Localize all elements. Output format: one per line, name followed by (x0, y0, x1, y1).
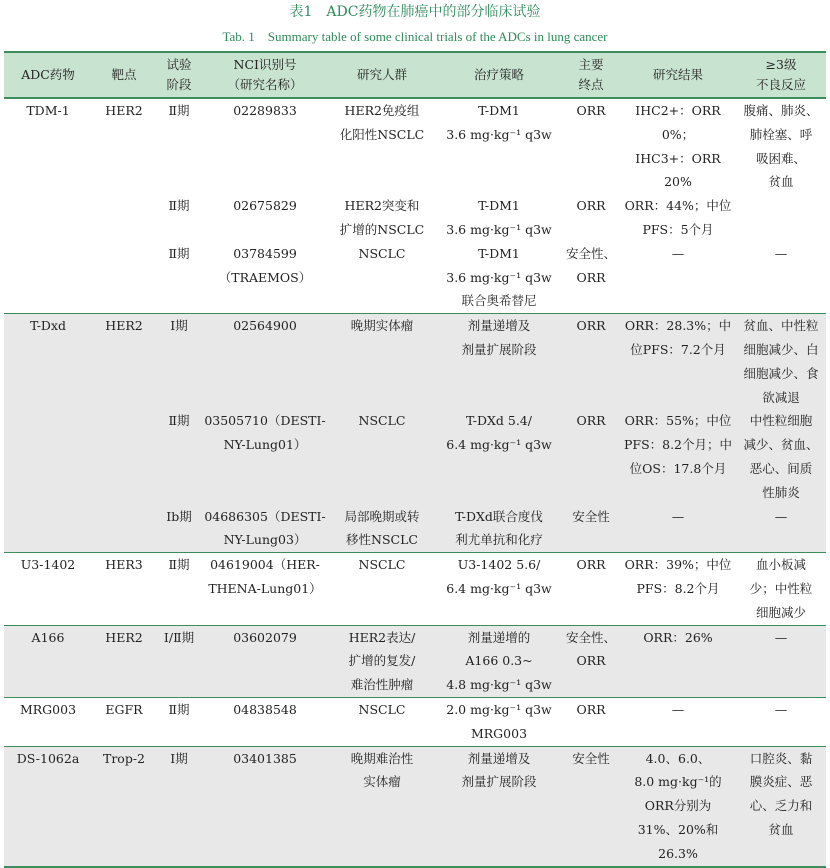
cell-target: Trop-2 (92, 746, 156, 866)
cell-nci-id: 03602079 (202, 625, 328, 697)
cell-strategy: 剂量递增及 剂量扩展阶段 (436, 746, 562, 866)
cell-endpoint: 安全性 (562, 505, 620, 553)
cell-drug: T-Dxd (4, 314, 92, 553)
table-caption-zh: 表1 ADC药物在肺癌中的部分临床试验 (289, 4, 541, 20)
cell-adverse: — (736, 242, 826, 314)
cell-endpoint: ORR (562, 194, 620, 242)
cell-nci-id: 03505710（DESTI- NY-Lung01） (202, 409, 328, 504)
cell-nci-id: 04838548 (202, 697, 328, 746)
header-nci-id: NCI识别号 （研究名称） (202, 52, 328, 98)
cell-population: NSCLC (328, 697, 436, 746)
cell-nci-id: 02675829 (202, 194, 328, 242)
cell-phase: Ⅱ期 (156, 697, 202, 746)
cell-phase: Ⅱ期 (156, 409, 202, 504)
cell-strategy: 剂量递增的 A166 0.3~ 4.8 mg·kg⁻¹ q3w (436, 625, 562, 697)
cell-adverse: 贫血、中性粒 细胞减少、白 细胞减少、食 欲减退 (736, 314, 826, 410)
table-row (4, 625, 826, 697)
cell-strategy: 2.0 mg·kg⁻¹ q3w MRG003 (436, 697, 562, 746)
table-row (4, 746, 826, 866)
cell-population: NSCLC (328, 242, 436, 314)
cell-phase: Ⅱ期 (156, 194, 202, 242)
cell-nci-id: 02564900 (202, 314, 328, 410)
table-caption-en: Tab. 1 Summary table of some clinical trials of the ADCs in lung cancer (222, 29, 608, 44)
cell-adverse: — (736, 505, 826, 553)
cell-phase: Ib期 (156, 505, 202, 553)
cell-result: — (620, 242, 736, 314)
cell-endpoint: ORR (562, 409, 620, 504)
cell-adverse: 口腔炎、黏 膜炎症、恶 心、乏力和 贫血 (736, 746, 826, 866)
header-drug: ADC药物 (4, 52, 92, 98)
cell-drug: DS-1062a (4, 746, 92, 866)
cell-strategy: 剂量递增及 剂量扩展阶段 (436, 314, 562, 410)
cell-adverse: — (736, 625, 826, 697)
cell-result: ORR：28.3%；中 位PFS：7.2个月 (620, 314, 736, 410)
table-row (4, 553, 826, 625)
header-strategy: 治疗策略 (436, 52, 562, 98)
cell-adverse: 血小板减 少；中性粒 细胞减少 (736, 553, 826, 625)
cell-endpoint: 安全性、 ORR (562, 625, 620, 697)
cell-endpoint: ORR (562, 314, 620, 410)
cell-population: NSCLC (328, 553, 436, 625)
cell-population: 局部晚期或转 移性NSCLC (328, 505, 436, 553)
cell-phase: Ⅱ期 (156, 242, 202, 314)
cell-population: 晚期实体瘤 (328, 314, 436, 410)
header-phase: 试验 阶段 (156, 52, 202, 98)
cell-result: ORR：39%；中位 PFS：8.2个月 (620, 553, 736, 625)
cell-strategy: T-DM1 3.6 mg·kg⁻¹ q3w (436, 98, 562, 194)
cell-endpoint: 安全性 (562, 746, 620, 866)
cell-nci-id: 04619004（HER- THENA-Lung01） (202, 553, 328, 625)
cell-population: HER2突变和 扩增的NSCLC (328, 194, 436, 242)
table-row (4, 98, 826, 194)
cell-nci-id: 02289833 (202, 98, 328, 194)
header-adverse: ≥3级 不良反应 (736, 52, 826, 98)
cell-adverse: — (736, 697, 826, 746)
cell-endpoint: 安全性、 ORR (562, 242, 620, 314)
cell-phase: Ⅰ/Ⅱ期 (156, 625, 202, 697)
header-result: 研究结果 (620, 52, 736, 98)
table-row (4, 314, 826, 410)
cell-result: IHC2+：ORR 0%； IHC3+：ORR 20% (620, 98, 736, 194)
cell-phase: Ⅱ期 (156, 553, 202, 625)
clinical-trials-table (4, 51, 826, 868)
header-endpoint: 主要 终点 (562, 52, 620, 98)
cell-population: HER2表达/ 扩增的复发/ 难治性肿瘤 (328, 625, 436, 697)
cell-result: ORR：26% (620, 625, 736, 697)
cell-drug: U3-1402 (4, 553, 92, 625)
cell-endpoint: ORR (562, 98, 620, 194)
cell-drug: A166 (4, 625, 92, 697)
table-row (4, 697, 826, 746)
cell-strategy: T-DXd 5.4/ 6.4 mg·kg⁻¹ q3w (436, 409, 562, 504)
cell-nci-id: 03784599 （TRAEMOS） (202, 242, 328, 314)
cell-phase: Ⅰ期 (156, 746, 202, 866)
cell-strategy: T-DXd联合度伐 利尤单抗和化疗 (436, 505, 562, 553)
cell-result: — (620, 697, 736, 746)
cell-strategy: U3-1402 5.6/ 6.4 mg·kg⁻¹ q3w (436, 553, 562, 625)
cell-target: HER2 (92, 314, 156, 553)
cell-population: NSCLC (328, 409, 436, 504)
cell-target: HER3 (92, 553, 156, 625)
cell-strategy: T-DM1 3.6 mg·kg⁻¹ q3w 联合奥希替尼 (436, 242, 562, 314)
cell-target: EGFR (92, 697, 156, 746)
cell-result: ORR：55%；中位 PFS：8.2个月；中 位OS：17.8个月 (620, 409, 736, 504)
cell-strategy: T-DM1 3.6 mg·kg⁻¹ q3w (436, 194, 562, 242)
cell-target: HER2 (92, 98, 156, 314)
cell-result: 4.0、6.0、 8.0 mg·kg⁻¹的 ORR分别为 31%、20%和 26.3% (620, 746, 736, 866)
cell-population: HER2免疫组 化阳性NSCLC (328, 98, 436, 194)
cell-adverse: 中性粒细胞 减少、贫血、 恶心、间质 性肺炎 (736, 409, 826, 504)
cell-target: HER2 (92, 625, 156, 697)
header-target: 靶点 (92, 52, 156, 98)
cell-endpoint: ORR (562, 697, 620, 746)
cell-drug: MRG003 (4, 697, 92, 746)
cell-nci-id: 04686305（DESTI- NY-Lung03） (202, 505, 328, 553)
cell-nci-id: 03401385 (202, 746, 328, 866)
cell-adverse: 腹痛、肺炎、 肺栓塞、呼 吸困难、 贫血 (736, 98, 826, 242)
cell-drug: TDM-1 (4, 98, 92, 314)
cell-phase: Ⅱ期 (156, 98, 202, 194)
cell-population: 晚期难治性 实体瘤 (328, 746, 436, 866)
cell-result: ORR：44%；中位 PFS：5个月 (620, 194, 736, 242)
cell-endpoint: ORR (562, 553, 620, 625)
cell-phase: Ⅰ期 (156, 314, 202, 410)
header-population: 研究人群 (328, 52, 436, 98)
header-row (4, 52, 826, 98)
cell-result: — (620, 505, 736, 553)
